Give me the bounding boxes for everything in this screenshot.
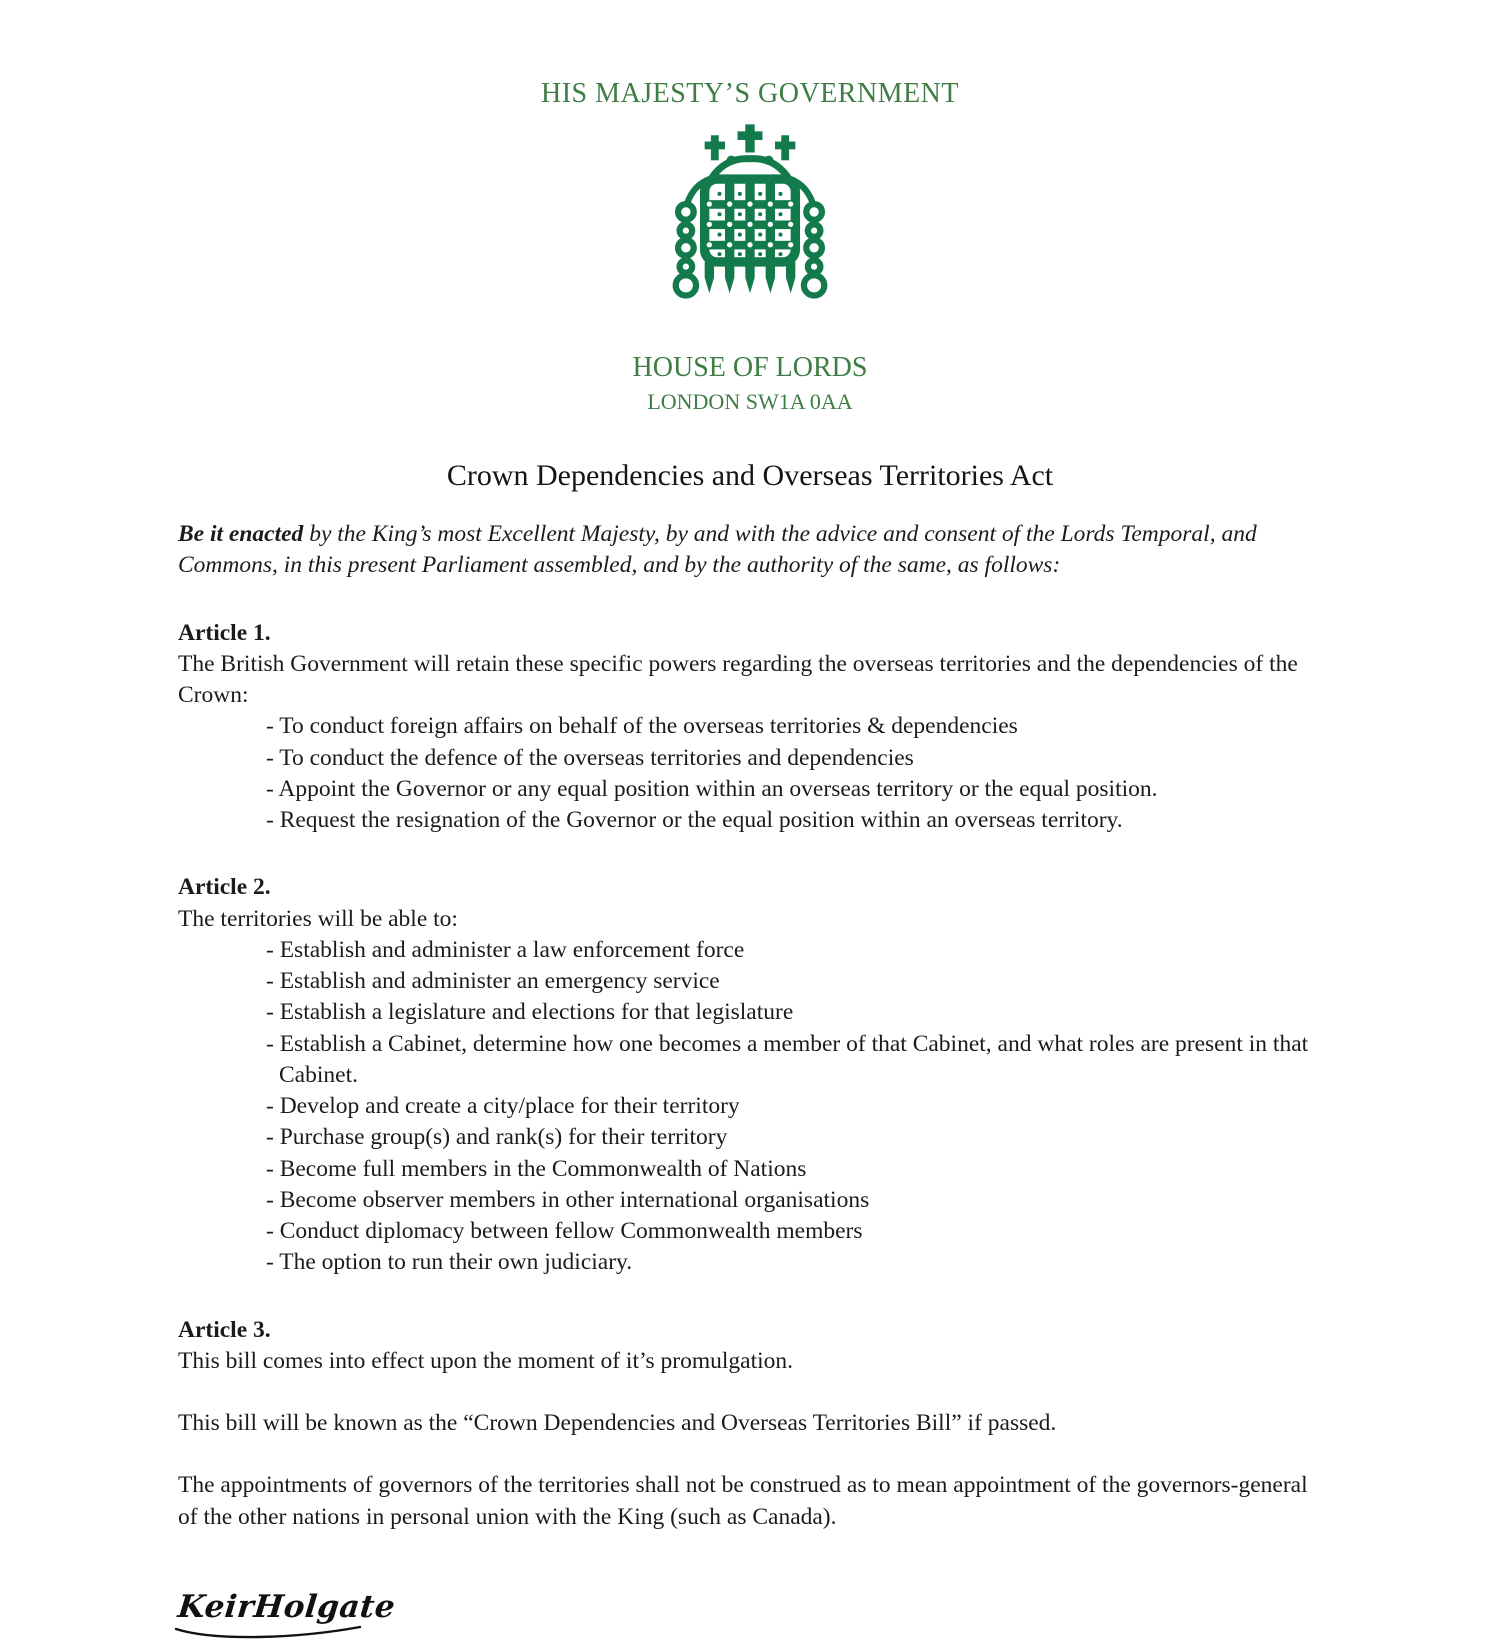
list-item: - Establish a legislature and elections for that legislature xyxy=(266,999,794,1026)
enacting-lead: Be it enacted xyxy=(178,521,304,547)
article-2-list xyxy=(266,935,1322,1279)
article-3 xyxy=(178,1315,1322,1533)
enacting-rest: by the King’s most Excellent Majesty, by and with the advice and consent of the Lords Temporal, and Commons, in this present Parliament assembled, and by the authority of the same, as follows: xyxy=(178,521,1257,579)
list-item: - The option to run their own judiciary. xyxy=(266,1249,633,1276)
list-item: - Purchase group(s) and rank(s) for their territory xyxy=(266,1124,728,1151)
list-item: - Establish and administer a law enforcement force xyxy=(266,936,745,963)
list-item: - Appoint the Governor or any equal position within an overseas territory or the equal position. xyxy=(266,775,1158,802)
list-item: - To conduct foreign affairs on behalf of the overseas territories & dependencies xyxy=(266,713,1018,740)
enacting-clause xyxy=(178,519,1322,582)
article-3-heading: Article 3. xyxy=(178,1316,271,1343)
list-item: - Establish a Cabinet, determine how one becomes a member of that Cabinet, and what roles are present in that Cabinet. xyxy=(266,1030,1309,1088)
article-1-intro: The British Government will retain these specific powers regarding the overseas territories and the dependencies of the Crown: xyxy=(178,650,1298,708)
article-2-intro: The territories will be able to: xyxy=(178,905,458,932)
article-1-heading: Article 1. xyxy=(178,619,271,646)
list-item: - To conduct the defence of the overseas territories and dependencies xyxy=(266,744,914,771)
document-title: Crown Dependencies and Overseas Territories Act xyxy=(446,459,1054,492)
house-name: HOUSE OF LORDS xyxy=(632,352,868,383)
article-3-paragraph: This bill will be known as the “Crown Dependencies and Overseas Territories Bill” if passed. xyxy=(178,1410,1057,1436)
house-address: LONDON SW1A 0AA xyxy=(647,389,853,414)
signature: KeirHolgate xyxy=(176,1588,398,1625)
portcullis-icon xyxy=(664,124,836,342)
article-2-heading: Article 2. xyxy=(178,874,271,901)
signature-flourish xyxy=(174,1625,364,1641)
article-3-paragraph: The appointments of governors of the territories shall not be construed as to mean appointment of the governors-general of the other nations in personal union with the King (such as Canada). xyxy=(178,1472,1308,1530)
government-header: HIS MAJESTY’S GOVERNMENT xyxy=(540,78,959,109)
list-item: - Conduct diplomacy between fellow Commonwealth members xyxy=(266,1218,863,1244)
portcullis-logo xyxy=(178,124,1322,342)
article-3-paragraph: This bill comes into effect upon the moment of it’s promulgation. xyxy=(178,1347,794,1374)
list-item: - Develop and create a city/place for their territory xyxy=(266,1093,740,1119)
list-item: - Become full members in the Commonwealth of Nations xyxy=(266,1155,807,1182)
article-2 xyxy=(178,872,1322,1278)
signature-block xyxy=(178,1589,398,1625)
article-1-list xyxy=(266,711,1322,836)
list-item: - Request the resignation of the Governor or the equal position within an overseas territory. xyxy=(266,807,1123,833)
list-item: - Establish and administer an emergency service xyxy=(266,968,720,994)
list-item: - Become observer members in other international organisations xyxy=(266,1186,870,1213)
article-1 xyxy=(178,618,1322,837)
